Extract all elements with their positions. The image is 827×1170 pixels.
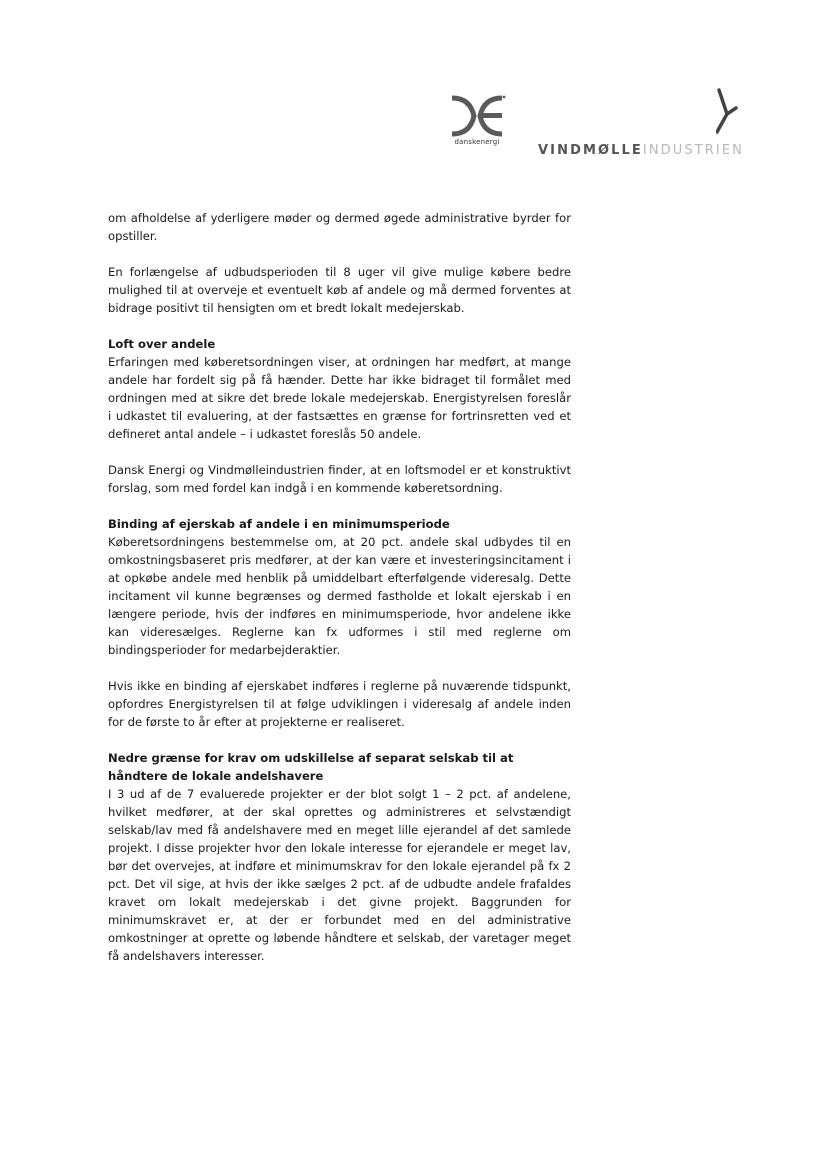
paragraph-1: om afholdelse af yderligere møder og dermed øgede administrative byrder for opstiller.	[108, 211, 571, 243]
logo-text-part2: INDUSTRIEN	[642, 143, 744, 158]
paragraph-2: En forlængelse af udbudsperioden til 8 uger vil give mulige købere bedre mulighed til at overveje et eventuelt køb af andele og må dermed forventes at bidrage positivt til hensigten om et bredt lokalt medejerskab.	[108, 265, 571, 315]
section-heading-binding: Binding af ejerskab af andele i en minimumsperiode	[108, 517, 450, 531]
vindmolleindustrien-logo-text	[538, 143, 744, 158]
section-binding-paragraph-1: Køberetsordningens bestemmelse om, at 20 pct. andele skal udbydes til en omkostningsbaseret pris medfører, at der kan være et investeringsincitament i at opkøbe andele med henblik på umiddelbart efterfølgende videresalg. Dette incitament vil kunne begrænses og dermed fastholde et lokalt ejerskab i en længere periode, hvis der indføres en minimumsperiode, hvor andelene ikke kan videresælges. Reglerne kan fx udformes i stil med reglerne om bindingsperioder for medarbejderaktier.	[108, 535, 571, 657]
document-body	[108, 209, 571, 983]
vindmolleindustrien-logo	[538, 88, 744, 160]
section-loft-paragraph-1: Erfaringen med køberetsordningen viser, at ordningen har medført, at mange andele har fordelt sig på få hænder. Dette har ikke bidraget til formålet med ordningen med at sikre det brede lokale medejerskab. Energistyrelsen foreslår i udkastet til evaluering, at der fastsættes en grænse for fortrinsretten ved et defineret antal andele – i udkastet foreslås 50 andele.	[108, 355, 571, 441]
logo-text-part1: VINDMØLLE	[538, 143, 643, 158]
section-heading-loft: Loft over andele	[108, 337, 216, 351]
section-nedre-graense-paragraph-1: I 3 ud af de 7 evaluerede projekter er der blot solgt 1 – 2 pct. af andelene, hvilket medfører, at der skal oprettes og administreres et selvstændigt selskab/lav med få andelshavere med en meget lille ejerandel af det samlede projekt. I disse projekter hvor den lokale interesse for ejerandele er meget lav, bør det overvejes, at indføre et minimumskrav for den lokale ejerandel på fx 2 pct. Det vil sige, at hvis der ikke sælges 2 pct. af de udbudte andele frafaldes kravet om lokalt medejerskab i det givne projekt. Baggrunden for minimumskravet er, at der er forbundet med en del administrative omkostninger at oprette og løbende håndtere et selskab, der varetager meget få andelshavers interesser.	[108, 787, 571, 963]
dansk-energi-logo-text: danskenergi	[454, 138, 500, 146]
wind-turbine-icon	[716, 88, 738, 136]
dansk-energi-logo	[446, 94, 508, 156]
dansk-energi-mark-icon	[450, 94, 506, 138]
section-binding-paragraph-2: Hvis ikke en binding af ejerskabet indføres i reglerne på nuværende tidspunkt, opfordres Energistyrelsen til at følge udviklingen i videresalg af andele inden for de første to år efter at projekterne er realiseret.	[108, 679, 571, 729]
section-loft-paragraph-2: Dansk Energi og Vindmølleindustrien finder, at en loftsmodel er et konstruktivt forslag, som med fordel kan indgå i en kommende køberetsordning.	[108, 463, 571, 495]
section-heading-nedre-graense: Nedre grænse for krav om udskillelse af separat selskab til at håndtere de lokale andelshavere	[108, 751, 514, 783]
